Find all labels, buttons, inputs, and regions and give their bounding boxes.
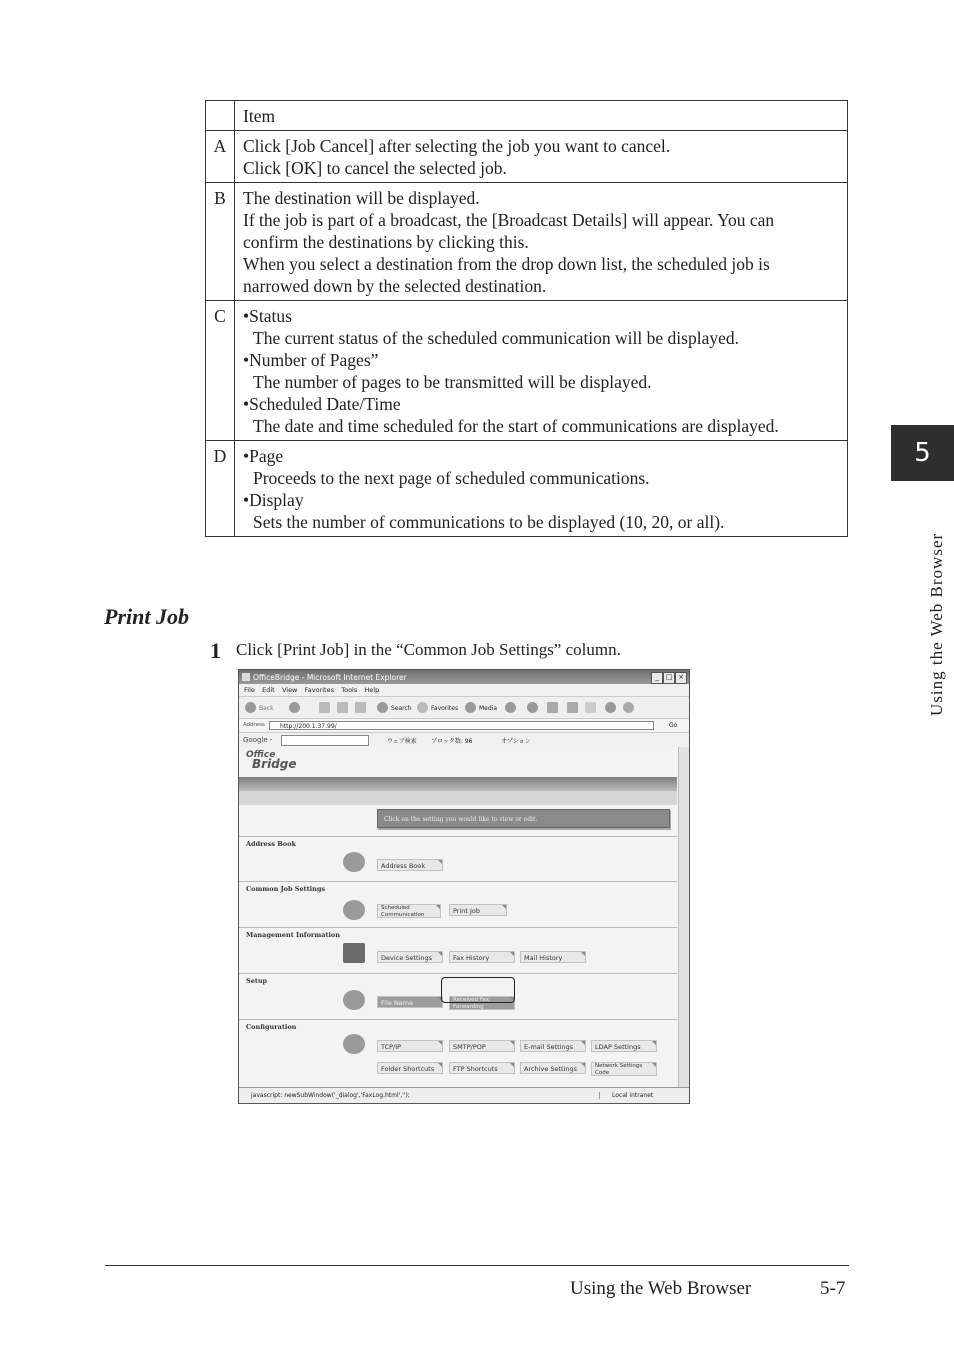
folder-shortcuts-button[interactable]: Folder Shortcuts bbox=[377, 1062, 443, 1074]
step-instruction: Click [Print Job] in the “Common Job Settings” column. bbox=[236, 640, 621, 659]
menu-help[interactable]: Help bbox=[364, 686, 380, 694]
menu-view[interactable]: View bbox=[281, 686, 298, 694]
ie-logo-icon bbox=[242, 673, 250, 681]
row-key: D bbox=[206, 441, 235, 537]
network-settings-code-button[interactable]: Network Settings Code bbox=[591, 1062, 657, 1076]
description-line: The destination will be displayed. bbox=[243, 188, 480, 208]
email-settings-button[interactable]: E-mail Settings bbox=[520, 1040, 586, 1052]
officebridge-logo bbox=[246, 751, 297, 769]
row-key: C bbox=[206, 301, 235, 441]
google-toolbar bbox=[239, 732, 689, 747]
description-line: narrowed down by the selected destination. bbox=[243, 276, 547, 296]
mail-history-button[interactable]: Mail History bbox=[520, 951, 586, 963]
vertical-scrollbar[interactable] bbox=[678, 747, 689, 1087]
table-row bbox=[206, 441, 848, 537]
address-label: Address bbox=[243, 722, 265, 728]
favorites-icon[interactable] bbox=[417, 702, 428, 713]
header-band-lower bbox=[239, 791, 677, 805]
logo-line2: Bridge bbox=[252, 757, 297, 771]
section-configuration bbox=[239, 1019, 677, 1086]
menu-favorites[interactable]: Favorites bbox=[304, 686, 334, 694]
go-button[interactable]: Go bbox=[669, 722, 678, 729]
maximize-icon[interactable]: □ bbox=[663, 672, 675, 684]
history-icon[interactable] bbox=[505, 702, 516, 713]
ldap-settings-button[interactable]: LDAP Settings bbox=[591, 1040, 657, 1052]
section-label: Management Information bbox=[246, 931, 340, 939]
browser-status-bar bbox=[239, 1087, 689, 1104]
address-bar bbox=[239, 718, 689, 733]
fax-history-button[interactable]: Fax History bbox=[449, 951, 515, 963]
description-line: Proceeds to the next page of scheduled communications. bbox=[253, 468, 650, 488]
person-icon bbox=[343, 852, 365, 872]
google-web-search[interactable]: ウェブ検索 bbox=[387, 738, 417, 745]
description-line: Sets the number of communications to be displayed (10, 20, or all). bbox=[253, 512, 725, 532]
scheduled-communication-button[interactable]: Scheduled Communication bbox=[377, 904, 441, 918]
google-block-count[interactable]: ブロック数: 96 bbox=[431, 738, 473, 745]
browser-toolbar bbox=[239, 696, 689, 719]
security-zone: Local intranet bbox=[599, 1092, 653, 1099]
description-line: The date and time scheduled for the start of communications are displayed. bbox=[253, 416, 779, 436]
media-icon[interactable] bbox=[465, 702, 476, 713]
refresh-icon[interactable] bbox=[337, 702, 348, 713]
section-label: Address Book bbox=[246, 840, 296, 848]
search-icon[interactable] bbox=[377, 702, 388, 713]
table-row bbox=[206, 131, 848, 183]
logo-line1: Office bbox=[246, 750, 276, 760]
back-icon[interactable] bbox=[245, 702, 256, 713]
address-input[interactable]: http://200.1.37.99/ bbox=[269, 721, 654, 730]
description-line: Click [OK] to cancel the selected job. bbox=[243, 158, 507, 178]
table-row bbox=[206, 301, 848, 441]
print-icon[interactable] bbox=[547, 702, 558, 713]
received-fax-forwarding-button[interactable]: Received Fax Forwarding bbox=[449, 996, 515, 1010]
footer-page-number: 5-7 bbox=[820, 1278, 846, 1299]
google-label: Google - bbox=[243, 736, 273, 744]
print-job-highlight bbox=[441, 977, 515, 1003]
mail-icon[interactable] bbox=[527, 702, 538, 713]
table-header-row bbox=[206, 101, 848, 131]
description-line: The current status of the scheduled communication will be displayed. bbox=[253, 328, 739, 348]
section-management-information bbox=[239, 927, 677, 973]
instruction-message: Click on the setting you would like to view or edit. bbox=[377, 809, 670, 828]
back-label: Back bbox=[259, 705, 274, 712]
section-title: Print Job bbox=[104, 604, 189, 629]
minimize-icon[interactable]: _ bbox=[651, 672, 663, 684]
description-line: If the job is part of a broadcast, the [Broadcast Details] will appear. You can bbox=[243, 210, 775, 230]
bullet-line: •Page bbox=[243, 446, 284, 466]
section-address-book bbox=[239, 836, 677, 881]
description-line: When you select a destination from the drop down list, the scheduled job is bbox=[243, 254, 770, 274]
table-header-cell: Item bbox=[235, 101, 848, 131]
stop-icon[interactable] bbox=[319, 702, 330, 713]
chapter-side-label-text: Using the Web Browser bbox=[927, 532, 946, 716]
chapter-tab: 5 bbox=[891, 425, 954, 481]
printer-icon bbox=[343, 900, 365, 920]
browser-window-title: OfficeBridge - Microsoft Internet Explorer bbox=[253, 673, 407, 682]
smtp-pop-button[interactable]: SMTP/POP bbox=[449, 1040, 515, 1052]
section-label: Configuration bbox=[246, 1023, 297, 1031]
archive-settings-button[interactable]: Archive Settings bbox=[520, 1062, 586, 1074]
menu-edit[interactable]: Edit bbox=[262, 686, 275, 694]
row-key: B bbox=[206, 183, 235, 301]
description-line: confirm the destinations by clicking this. bbox=[243, 232, 529, 252]
forward-icon[interactable] bbox=[289, 702, 300, 713]
menu-file[interactable]: File bbox=[244, 686, 255, 694]
google-options[interactable]: オプション bbox=[501, 738, 531, 745]
description-line: The number of pages to be transmitted will be displayed. bbox=[253, 372, 652, 392]
close-icon[interactable]: × bbox=[675, 672, 687, 684]
research-icon[interactable] bbox=[623, 702, 634, 713]
chapter-side-label bbox=[905, 490, 946, 720]
footer-chapter-title: Using the Web Browser bbox=[570, 1278, 752, 1299]
tcp-ip-button[interactable]: TCP/IP bbox=[377, 1040, 443, 1052]
step-number: 1 bbox=[210, 638, 221, 663]
setup-icon bbox=[343, 990, 365, 1010]
row-key: A bbox=[206, 131, 235, 183]
browser-screenshot bbox=[238, 669, 690, 1104]
item-description-table bbox=[205, 100, 848, 537]
description-line: Click [Job Cancel] after selecting the job you want to cancel. bbox=[243, 136, 671, 156]
row-description bbox=[235, 183, 848, 301]
print-job-button[interactable]: Print Job bbox=[449, 904, 507, 916]
globe-icon bbox=[343, 1034, 365, 1054]
row-description bbox=[235, 131, 848, 183]
home-icon[interactable] bbox=[355, 702, 366, 713]
menu-tools[interactable]: Tools bbox=[341, 686, 358, 694]
ftp-shortcuts-button[interactable]: FTP Shortcuts bbox=[449, 1062, 515, 1074]
section-label: Setup bbox=[246, 977, 268, 985]
search-label[interactable]: Search bbox=[391, 705, 412, 712]
google-search-input[interactable] bbox=[281, 735, 369, 746]
media-label[interactable]: Media bbox=[479, 705, 498, 712]
discuss-icon[interactable] bbox=[585, 702, 596, 713]
bullet-line: •Number of Pages” bbox=[243, 350, 379, 370]
browser-menu-bar bbox=[239, 684, 689, 696]
info-icon bbox=[343, 943, 365, 963]
status-text: javascript: newSubWindow('_dialog','FaxLog.html',''); bbox=[251, 1092, 410, 1099]
bullet-line: •Display bbox=[243, 490, 304, 510]
edit-icon[interactable] bbox=[567, 702, 578, 713]
footer-rule bbox=[105, 1265, 849, 1266]
header-band bbox=[239, 777, 677, 791]
messenger-icon[interactable] bbox=[605, 702, 616, 713]
row-description bbox=[235, 301, 848, 441]
bullet-line: •Status bbox=[243, 306, 292, 326]
device-settings-button[interactable]: Device Settings bbox=[377, 951, 443, 963]
table-header-key-cell bbox=[206, 101, 235, 131]
officebridge-page bbox=[239, 747, 689, 1087]
browser-title-bar bbox=[239, 670, 689, 684]
table-row bbox=[206, 183, 848, 301]
file-name-button[interactable]: File Name bbox=[377, 996, 443, 1008]
bullet-line: •Scheduled Date/Time bbox=[243, 394, 401, 414]
favorites-label[interactable]: Favorites bbox=[431, 705, 459, 712]
section-common-job-settings bbox=[239, 881, 677, 927]
section-label: Common Job Settings bbox=[246, 885, 326, 893]
row-description bbox=[235, 441, 848, 537]
address-book-button[interactable]: Address Book bbox=[377, 859, 443, 871]
